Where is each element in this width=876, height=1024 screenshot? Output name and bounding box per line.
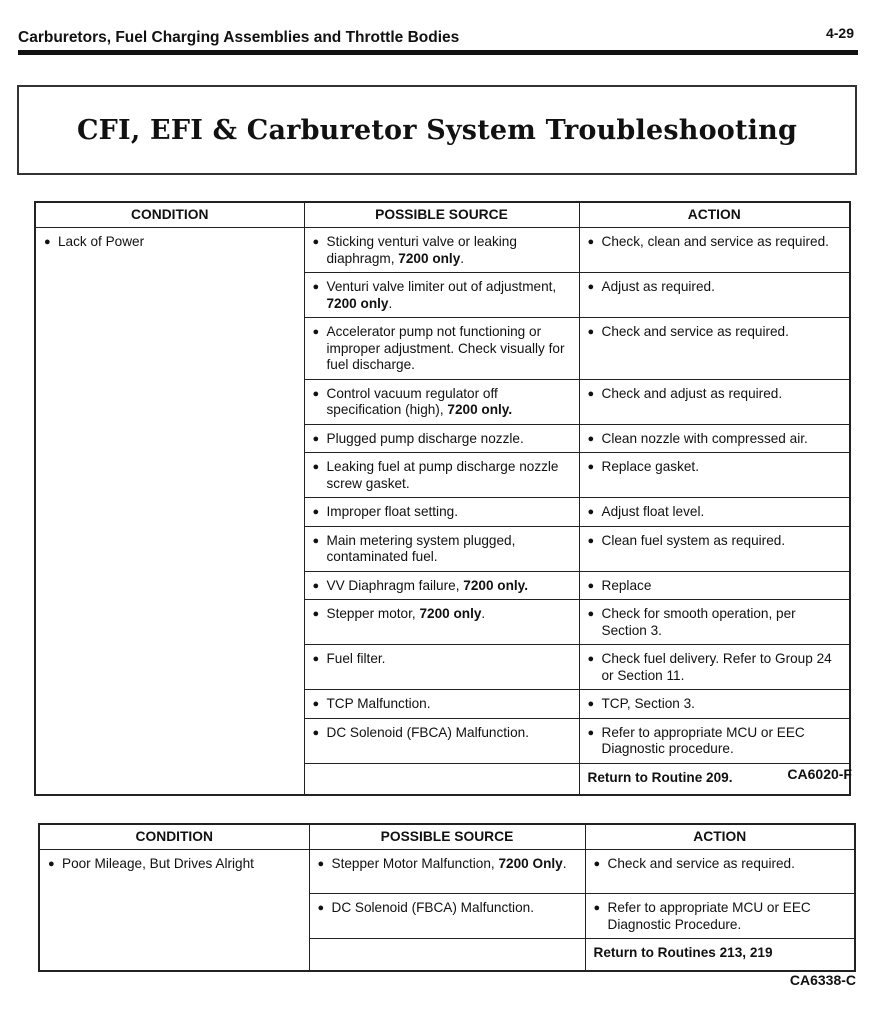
- source-tail: .: [481, 606, 486, 621]
- source-text: Leaking fuel at pump discharge nozzle screw gasket.: [326, 459, 559, 491]
- bullet-dot: ●: [587, 506, 595, 518]
- bullet-text: [327, 386, 573, 419]
- action-cell: [579, 228, 850, 273]
- source-text: Sticking venturi valve or leaking diaphragm,: [326, 234, 517, 266]
- bullet-dot: ●: [587, 432, 595, 445]
- source-text: Plugged pump discharge nozzle.: [326, 430, 524, 446]
- action-cell: [579, 690, 850, 719]
- bullet-item: [588, 533, 844, 550]
- source-cell: [304, 498, 579, 527]
- bullet-dot: ●: [587, 698, 595, 710]
- troubleshooting-table-lack-of-power: [34, 201, 851, 796]
- table-body: [39, 850, 855, 971]
- bullet-item: [588, 324, 844, 341]
- action-text: Check and adjust as required.: [601, 385, 783, 401]
- bullet-dot: ●: [587, 653, 595, 665]
- source-bold: 7200 only: [326, 295, 389, 311]
- bullet-dot: ●: [312, 281, 320, 293]
- bullet-text: [327, 578, 573, 595]
- bullet-item: [313, 696, 573, 713]
- page-header: [18, 24, 858, 54]
- bullet-item: [588, 651, 844, 684]
- bullet-item: [318, 900, 579, 917]
- table-body: [35, 228, 850, 796]
- action-text: Clean fuel system as required.: [601, 532, 786, 548]
- bullet-dot: ●: [587, 461, 595, 473]
- bullet-text: [602, 696, 844, 713]
- bullet-dot: ●: [312, 461, 320, 473]
- bullet-text: [332, 900, 579, 917]
- condition-text: Poor Mileage, But Drives Alright: [62, 856, 254, 871]
- table-row: [35, 228, 850, 273]
- bullet-item: [588, 279, 844, 296]
- source-text: Control vacuum regulator off specification (high),: [326, 385, 498, 417]
- action-text: Check and service as required.: [601, 324, 789, 339]
- action-cell: [579, 379, 850, 424]
- column-header-action: ACTION: [585, 824, 855, 850]
- source-text: Venturi valve limiter out of adjustment,: [326, 279, 557, 294]
- bullet-item: [588, 504, 844, 521]
- source-bold: 7200 only: [419, 606, 482, 621]
- bullet-item: [588, 459, 844, 476]
- action-text: Check for smooth operation, per Section 3.: [601, 606, 796, 638]
- action-text: Clean nozzle with compressed air.: [601, 430, 808, 446]
- bullet-text: [602, 606, 844, 639]
- action-text: Replace gasket.: [601, 459, 699, 474]
- bullet-dot: ●: [312, 698, 320, 710]
- bullet-dot: ●: [587, 387, 595, 400]
- bullet-text: [602, 234, 844, 251]
- bullet-text: [608, 856, 849, 873]
- bullet-text: [602, 533, 844, 550]
- source-cell: [309, 850, 585, 894]
- bullet-item: [313, 386, 573, 419]
- action-cell: [585, 894, 855, 939]
- source-cell: [304, 228, 579, 273]
- source-cell: [304, 600, 579, 645]
- action-cell: [579, 424, 850, 453]
- bullet-text: [602, 578, 844, 595]
- source-text: Stepper Motor Malfunction,: [331, 856, 499, 871]
- troubleshooting-table-poor-mileage: [38, 823, 856, 972]
- bullet-text: [62, 856, 303, 873]
- bullet-text: [327, 279, 573, 312]
- bullet-text: [327, 606, 573, 623]
- bullet-dot: ●: [312, 432, 320, 445]
- source-tail: .: [562, 856, 567, 871]
- condition-cell: [35, 228, 304, 796]
- bullet-text: [332, 856, 579, 873]
- main-title: CFI, EFI & Carburetor System Troubleshooting: [76, 114, 798, 146]
- bullet-dot: ●: [312, 506, 320, 518]
- column-header-condition: CONDITION: [35, 202, 304, 228]
- bullet-item: [313, 578, 573, 595]
- action-cell: [579, 526, 850, 571]
- bullet-dot: ●: [312, 653, 320, 665]
- bullet-dot: ●: [44, 236, 51, 248]
- bullet-dot: ●: [317, 858, 325, 870]
- source-bold: 7200 Only: [498, 856, 563, 871]
- bullet-dot: ●: [587, 579, 595, 592]
- condition-cell: [39, 850, 309, 971]
- page-number: 4-29: [825, 25, 854, 41]
- source-cell: [304, 571, 579, 600]
- bullet-text: [327, 651, 573, 668]
- bullet-text: [327, 504, 573, 521]
- bullet-text: [327, 234, 573, 267]
- bullet-item: [313, 504, 573, 521]
- bullet-dot: ●: [587, 534, 595, 547]
- source-cell: [304, 718, 579, 763]
- source-bold: 7200 only.: [447, 402, 513, 417]
- bullet-text: [327, 696, 573, 713]
- bullet-item: [588, 696, 844, 713]
- action-text: Check, clean and service as required.: [601, 234, 829, 249]
- bullet-item: [594, 900, 849, 933]
- source-cell: [304, 424, 579, 453]
- bullet-item: [313, 431, 573, 448]
- bullet-dot: ●: [312, 534, 320, 547]
- bullet-item: [588, 431, 844, 448]
- bullet-text: [58, 234, 298, 251]
- action-text: Check and service as required.: [607, 856, 795, 871]
- bullet-dot: ●: [312, 387, 320, 400]
- bullet-dot: ●: [587, 281, 595, 293]
- bullet-dot: ●: [587, 726, 595, 739]
- bullet-text: [602, 386, 844, 403]
- source-bold: 7200 only.: [463, 577, 528, 593]
- action-text: Refer to appropriate MCU or EEC Diagnostic procedure.: [601, 724, 805, 756]
- bullet-text: [327, 459, 573, 492]
- source-text: Fuel filter.: [326, 651, 386, 666]
- bullet-text: [602, 279, 844, 296]
- condition-text: Lack of Power: [58, 234, 145, 249]
- bullet-item: [44, 234, 298, 251]
- bullet-dot: ●: [587, 236, 595, 248]
- bullet-text: [602, 651, 844, 684]
- figure-code: CA6338-C: [789, 972, 856, 988]
- source-cell: [304, 273, 579, 318]
- bullet-item: [313, 279, 573, 312]
- source-cell: [309, 894, 585, 939]
- bullet-item: [588, 578, 844, 595]
- figure-code: CA6020-F: [787, 766, 852, 782]
- section-title: Carburetors, Fuel Charging Assemblies and Throttle Bodies: [18, 29, 460, 46]
- source-cell: [304, 379, 579, 424]
- bullet-text: [602, 324, 844, 341]
- column-header-condition: CONDITION: [39, 824, 309, 850]
- table-row: [39, 850, 855, 894]
- bullet-dot: ●: [312, 579, 320, 592]
- bullet-text: [327, 431, 573, 448]
- bullet-item: [318, 856, 579, 873]
- bullet-item: [594, 856, 849, 873]
- bullet-item: [313, 234, 573, 267]
- source-cell: [304, 690, 579, 719]
- source-text: Main metering system plugged, contaminated fuel.: [326, 532, 516, 564]
- bullet-dot: ●: [312, 726, 320, 739]
- source-text: DC Solenoid (FBCA) Malfunction.: [326, 724, 529, 740]
- bullet-dot: ●: [587, 326, 595, 338]
- source-cell: [304, 526, 579, 571]
- bullet-text: [608, 900, 849, 933]
- action-text: Check fuel delivery. Refer to Group 24 or Section 11.: [601, 651, 832, 683]
- bullet-text: [327, 324, 573, 374]
- bullet-text: [327, 725, 573, 742]
- bullet-item: [313, 725, 573, 742]
- bullet-dot: ●: [593, 902, 601, 914]
- source-text: Accelerator pump not functioning or improper adjustment. Check visually for fuel discharge.: [326, 324, 565, 372]
- main-title-box: [17, 85, 857, 175]
- empty-source-cell: [309, 939, 585, 971]
- action-cell: [579, 571, 850, 600]
- bullet-text: [602, 459, 844, 476]
- action-cell: [579, 600, 850, 645]
- bullet-item: [588, 386, 844, 403]
- source-text: Stepper motor,: [326, 606, 420, 621]
- action-cell: [579, 498, 850, 527]
- bullet-item: [588, 725, 844, 758]
- action-cell: [579, 453, 850, 498]
- source-tail: .: [460, 250, 465, 266]
- bullet-item: [313, 459, 573, 492]
- action-text: Replace: [601, 577, 652, 593]
- bullet-dot: ●: [48, 858, 55, 870]
- bullet-text: [602, 725, 844, 758]
- final-action: Return to Routine 209.: [579, 763, 850, 795]
- action-cell: [579, 645, 850, 690]
- final-action: Return to Routines 213, 219: [585, 939, 855, 971]
- action-text: TCP, Section 3.: [601, 696, 695, 711]
- empty-source-cell: [304, 763, 579, 795]
- bullet-item: [48, 856, 303, 873]
- column-header-source: POSSIBLE SOURCE: [309, 824, 585, 850]
- action-cell: [579, 273, 850, 318]
- source-cell: [304, 453, 579, 498]
- bullet-dot: ●: [593, 858, 601, 870]
- bullet-dot: ●: [587, 608, 595, 620]
- bullet-item: [313, 324, 573, 374]
- source-text: DC Solenoid (FBCA) Malfunction.: [331, 900, 534, 915]
- source-text: TCP Malfunction.: [326, 696, 431, 711]
- source-bold: 7200 only: [398, 250, 461, 266]
- action-text: Adjust float level.: [601, 504, 705, 519]
- bullet-text: [327, 533, 573, 566]
- bullet-item: [313, 606, 573, 623]
- bullet-dot: ●: [312, 236, 320, 248]
- header-rule: [18, 50, 858, 55]
- column-header-action: ACTION: [579, 202, 850, 228]
- bullet-dot: ●: [317, 902, 325, 914]
- source-text: Improper float setting.: [326, 504, 458, 519]
- bullet-item: [313, 651, 573, 668]
- bullet-item: [313, 533, 573, 566]
- bullet-dot: ●: [312, 608, 320, 620]
- action-text: Adjust as required.: [601, 279, 715, 294]
- bullet-text: [602, 431, 844, 448]
- bullet-text: [602, 504, 844, 521]
- action-cell: [579, 318, 850, 380]
- bullet-dot: ●: [312, 326, 320, 338]
- action-cell: [585, 850, 855, 894]
- bullet-item: [588, 606, 844, 639]
- source-cell: [304, 645, 579, 690]
- column-header-source: POSSIBLE SOURCE: [304, 202, 579, 228]
- action-text: Refer to appropriate MCU or EEC Diagnostic Procedure.: [607, 900, 811, 932]
- bullet-item: [588, 234, 844, 251]
- source-text: VV Diaphragm failure,: [326, 577, 464, 593]
- source-cell: [304, 318, 579, 380]
- action-cell: [579, 718, 850, 763]
- source-tail: .: [388, 295, 393, 311]
